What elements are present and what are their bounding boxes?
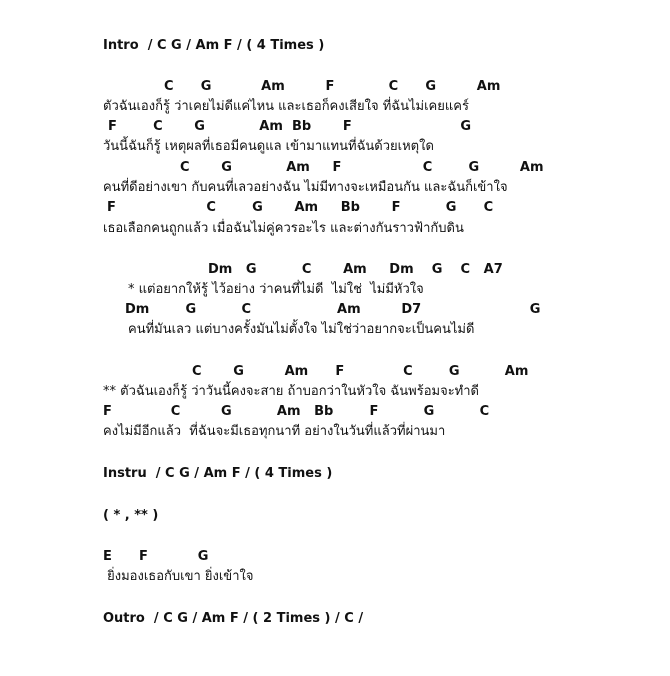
chord-line: C G Am F C G Am [192,364,529,379]
lyric-line: ** ตัวฉันเองก็รู้ ว่าวันนี้คงจะสาย ถ้าบอกว่าในหัวใจ ฉันพร้อมจะทำดี [103,384,479,399]
chord-line: F C G Am Bb F G C [107,200,494,215]
lyric-line: ยิ่งมองเธอกับเขา ยิ่งเข้าใจ [103,569,254,584]
chord-line: Dm G C Am D7 G [125,302,541,317]
lyric-line: เธอเลือกคนถูกแล้ว เมื่อฉันไม่คู่ควรอะไร และต่างกันราวฟ้ากับดิน [103,221,464,236]
lyric-line: คนที่มันเลว แต่บางครั้งมันไม่ตั้งใจ ไม่ใช่ว่าอยากจะเป็นคนไม่ดี [128,322,475,337]
repeat-line: ( * , ** ) [103,508,159,523]
chord-line: F C G Am Bb F G [108,119,472,134]
chord-line: C G Am F C G Am [180,160,544,175]
lyric-line: * แต่อยากให้รู้ ไว้อย่าง ว่าคนที่ไม่ดี ไม่ใช่ ไม่มีหัวใจ [128,282,424,297]
lyric-line: ตัวฉันเองก็รู้ ว่าเคยไม่ดีแค่ไหน และเธอก็คงเสียใจ ที่ฉันไม่เคยแคร์ [103,99,469,114]
chord-line: Dm G C Am Dm G C A7 [208,262,503,277]
intro-line: Intro / C G / Am F / ( 4 Times ) [103,38,325,53]
lyric-line: คงไม่มีอีกแล้ว ที่ฉันจะมีเธอทุกนาที อย่างในวันที่แล้วที่ผ่านมา [103,424,446,439]
lyric-line: คนที่ดีอย่างเขา กับคนที่เลวอย่างฉัน ไม่มีทางจะเหมือนกัน และฉันก็เข้าใจ [103,180,508,195]
chord-line: C G Am F C G Am [164,79,501,94]
chord-line: F C G Am Bb F G C [103,404,490,419]
instru-line: Instru / C G / Am F / ( 4 Times ) [103,466,333,481]
lyric-line: วันนี้ฉันก็รู้ เหตุผลที่เธอมีคนดูแล เข้ามาแทนที่ฉันด้วยเหตุใด [103,139,434,154]
chord-line: E F G [103,549,209,564]
outro-line: Outro / C G / Am F / ( 2 Times ) / C / [103,611,364,626]
